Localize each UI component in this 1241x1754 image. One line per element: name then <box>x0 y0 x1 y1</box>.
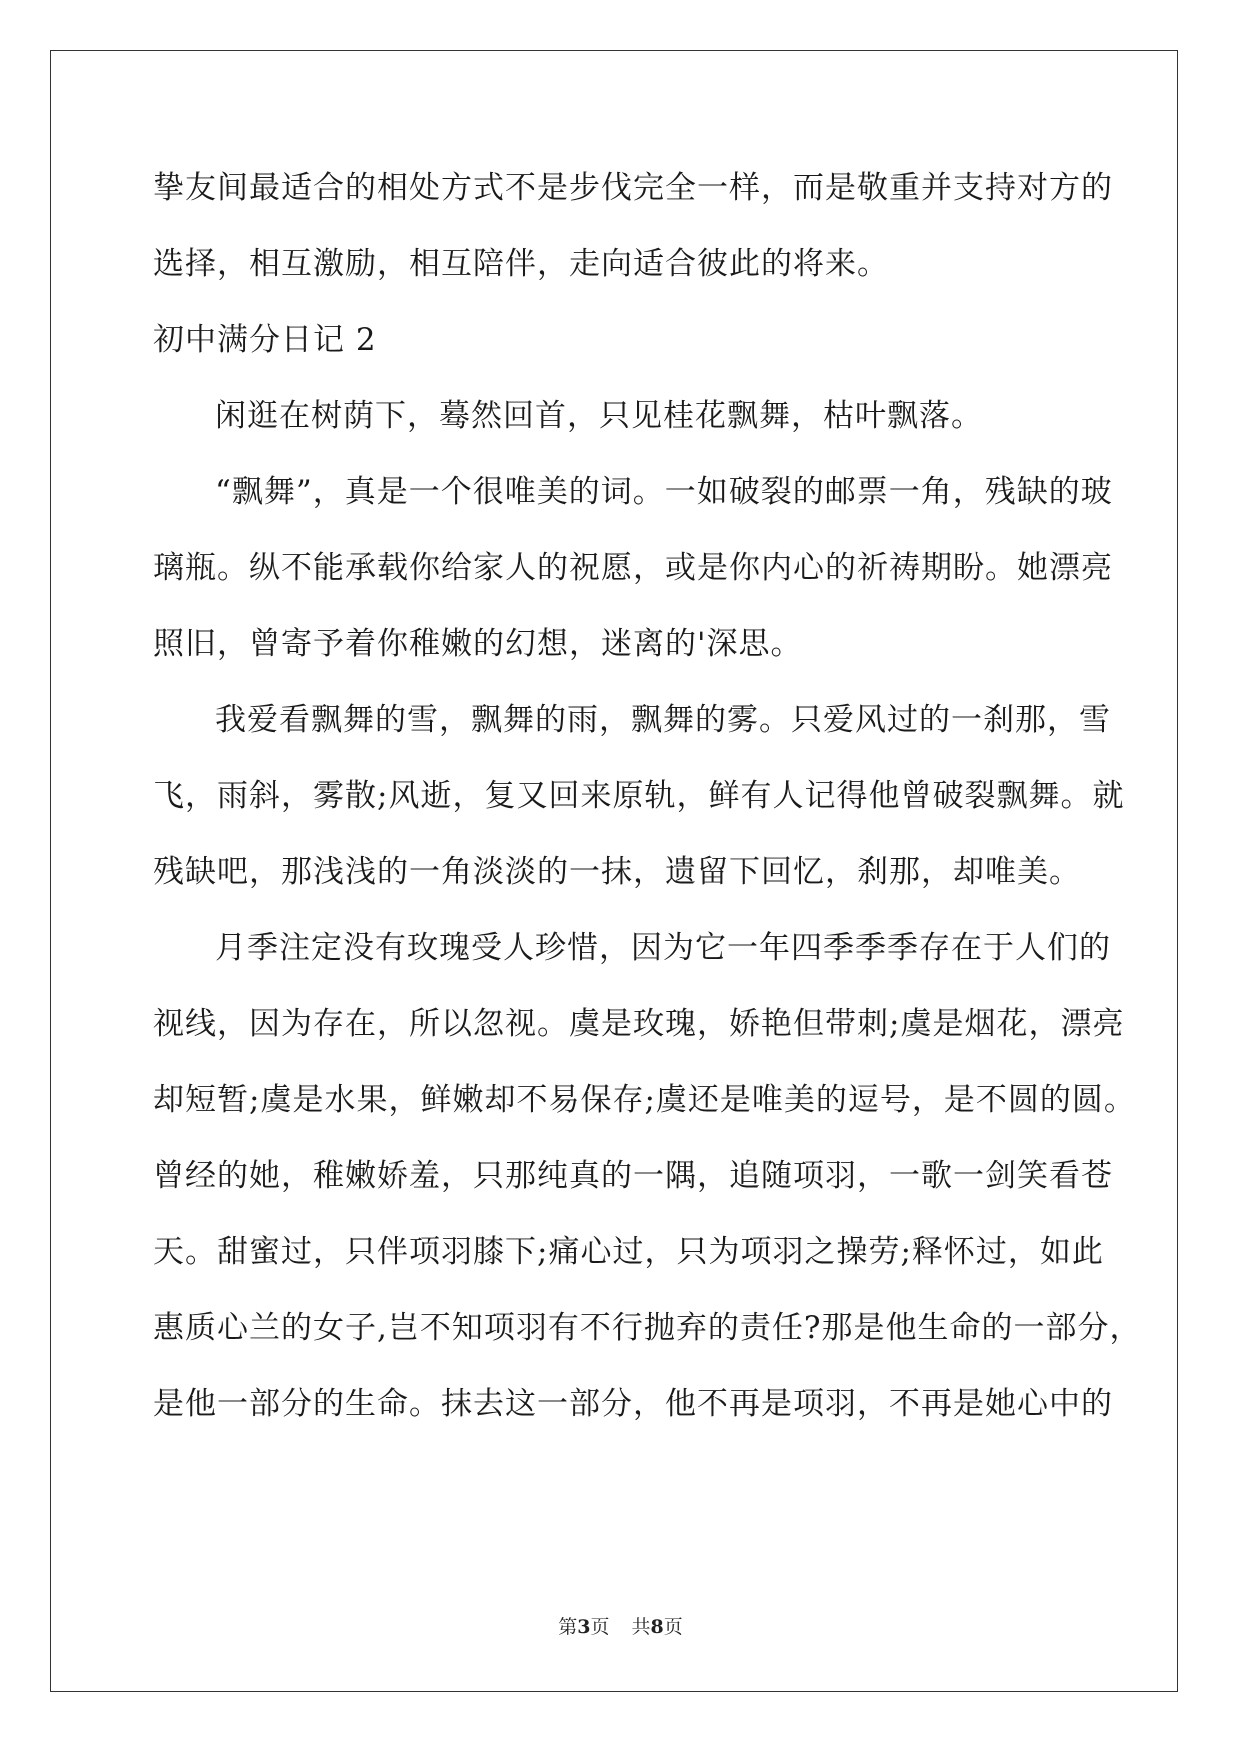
text-line: 挚友间最适合的相处方式不是步伐完全一样，而是敬重并支持对方的 <box>153 170 1113 206</box>
text-line: “飘舞”，真是一个很唯美的词。一如破裂的邮票一角，残缺的玻 <box>215 474 1113 510</box>
total-pages: 8 <box>650 1616 664 1638</box>
total-suffix: 页 <box>663 1616 683 1638</box>
page-number: 3 <box>577 1616 591 1638</box>
page-prefix: 第 <box>558 1616 578 1638</box>
section-heading: 初中满分日记 2 <box>153 322 377 358</box>
text-line: 飞，雨斜，雾散;风逝，复又回来原轨，鲜有人记得他曾破裂飘舞。就 <box>153 778 1125 814</box>
text-line: 曾经的她，稚嫩娇羞，只那纯真的一隅，追随项羽，一歌一剑笑看苍 <box>153 1158 1113 1194</box>
text-line: 月季注定没有玫瑰受人珍惜，因为它一年四季季季存在于人们的 <box>215 930 1111 966</box>
text-line: 视线，因为存在，所以忽视。虞是玫瑰，娇艳但带刺;虞是烟花，漂亮 <box>153 1006 1125 1042</box>
text-line: 选择，相互激励，相互陪伴，走向适合彼此的将来。 <box>153 246 889 282</box>
text-line: 璃瓶。纵不能承载你给家人的祝愿，或是你内心的祈祷期盼。她漂亮 <box>153 550 1113 586</box>
page-suffix: 页 <box>590 1616 610 1638</box>
document-body <box>153 160 1142 1452</box>
text-line: 残缺吧，那浅浅的一角淡淡的一抹，遗留下回忆，刹那，却唯美。 <box>153 854 1081 890</box>
text-line: 照旧，曾寄予着你稚嫩的幻想，迷离的'深思。 <box>153 626 803 662</box>
total-prefix: 共 <box>631 1616 651 1638</box>
text-line: 我爱看飘舞的雪，飘舞的雨，飘舞的雾。只爱风过的一刹那，雪 <box>215 702 1111 738</box>
page-footer <box>0 1612 1241 1639</box>
text-line: 却短暂;虞是水果，鲜嫩却不易保存;虞还是唯美的逗号，是不圆的圆。 <box>153 1082 1136 1118</box>
text-line: 天。甜蜜过，只伴项羽膝下;痛心过，只为项羽之操劳;释怀过，如此 <box>153 1234 1104 1270</box>
text-line: 是他一部分的生命。抹去这一部分，他不再是项羽，不再是她心中的 <box>153 1386 1113 1422</box>
text-line: 闲逛在树荫下，蓦然回首，只见桂花飘舞，枯叶飘落。 <box>215 398 983 434</box>
text-line: 惠质心兰的女子,岂不知项羽有不行抛弃的责任?那是他生命的一部分， <box>153 1310 1142 1346</box>
